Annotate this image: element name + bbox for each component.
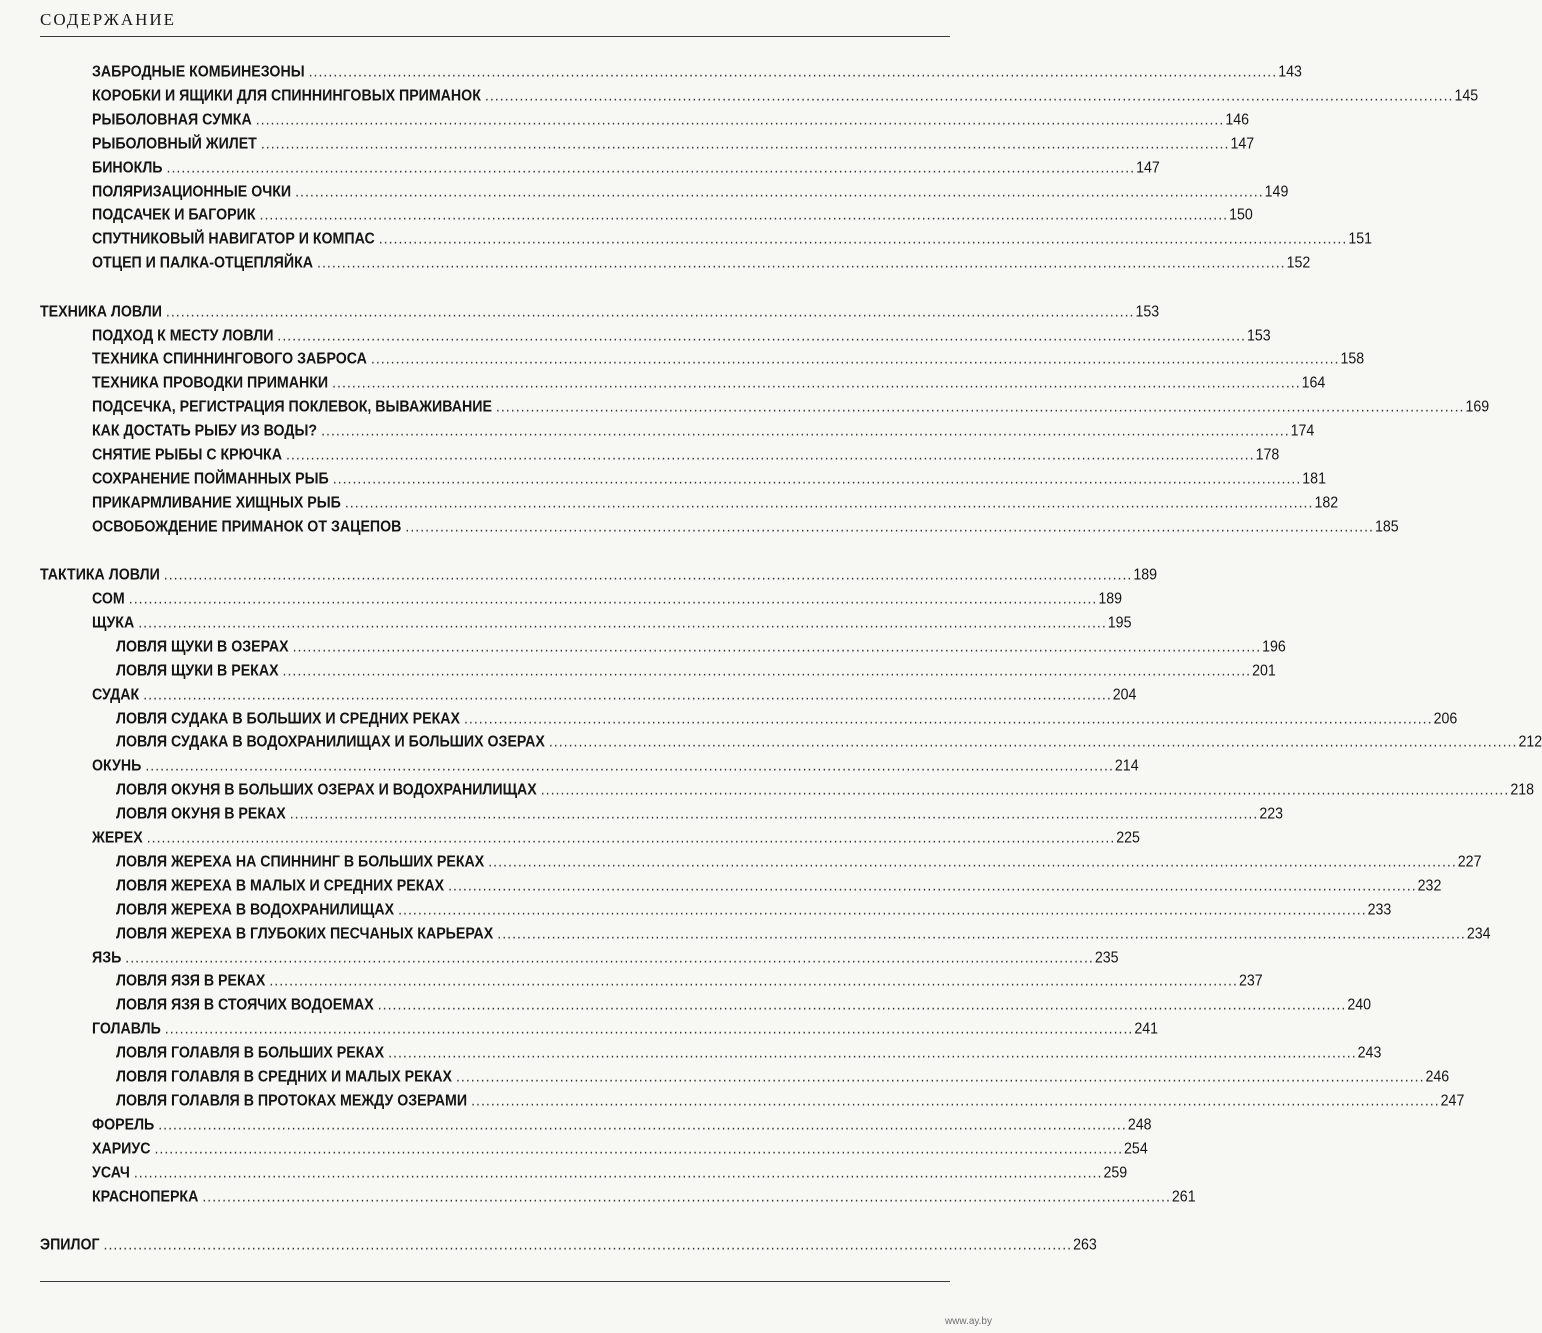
toc-entry bbox=[92, 226, 1372, 252]
toc-entry bbox=[92, 418, 1315, 444]
toc-entry-title: ТЕХНИКА СПИННИНГОВОГО ЗАБРОСА bbox=[92, 350, 367, 369]
toc-entry-title: ОТЦЕП И ПАЛКА-ОТЦЕПЛЯЙКА bbox=[92, 254, 313, 272]
toc-entry-title: ЛОВЛЯ ГОЛАВЛЯ В СРЕДНИХ И МАЛЫХ РЕКАХ bbox=[116, 1068, 452, 1086]
toc-entry-title: РЫБОЛОВНАЯ СУМКА bbox=[92, 111, 252, 129]
toc-entry bbox=[92, 179, 1289, 205]
toc-page-number: 143 bbox=[1278, 63, 1302, 81]
toc-entry-title: ТЕХНИКА ПРОВОДКИ ПРИМАНКИ bbox=[92, 374, 329, 392]
dot-leader: .................................................................................................................................................................................................... bbox=[344, 494, 1314, 512]
toc-page-number: 241 bbox=[1134, 1020, 1159, 1038]
dot-leader: .................................................................................................................................................................................................... bbox=[455, 1068, 1425, 1086]
toc-subentry bbox=[116, 801, 1283, 827]
dot-leader: .................................................................................................................................................................................................... bbox=[146, 829, 1116, 847]
toc-subentry bbox=[116, 658, 1276, 684]
dot-leader: .................................................................................................................................................................................................... bbox=[154, 1140, 1124, 1158]
toc-page-number: 243 bbox=[1357, 1044, 1382, 1062]
footer-rule bbox=[40, 1281, 950, 1282]
toc-page-number: 233 bbox=[1367, 901, 1392, 919]
toc-page-number: 247 bbox=[1440, 1092, 1465, 1110]
toc-entry-title: ПОЛЯРИЗАЦИОННЫЕ ОЧКИ bbox=[92, 182, 292, 201]
toc-entry bbox=[92, 107, 1249, 133]
toc-entry-title: СОХРАНЕНИЕ ПОЙМАННЫХ РЫБ bbox=[92, 470, 329, 488]
toc-entry bbox=[92, 131, 1255, 157]
dot-leader: .................................................................................................................................................................................................... bbox=[370, 350, 1340, 369]
toc-subentry bbox=[116, 921, 1491, 947]
toc-entry-title: ЛОВЛЯ ЖЕРЕХА В ГЛУБОКИХ ПЕСЧАНЫХ КАРЬЕРАХ bbox=[116, 924, 494, 943]
toc-subentry bbox=[116, 849, 1482, 875]
toc-entry-title: РЫБОЛОВНЫЙ ЖИЛЕТ bbox=[92, 135, 257, 153]
toc-page-number: 248 bbox=[1127, 1116, 1152, 1134]
toc-entry bbox=[92, 155, 1160, 181]
toc-page-number: 147 bbox=[1136, 158, 1160, 177]
toc-subentry bbox=[116, 897, 1392, 923]
dot-leader: .................................................................................................................................................................................................... bbox=[308, 63, 1278, 81]
dot-leader: .................................................................................................................................................................................................... bbox=[164, 1020, 1134, 1038]
dot-leader: .................................................................................................................................................................................................... bbox=[133, 1163, 1103, 1182]
toc-page-number: 178 bbox=[1255, 446, 1280, 464]
dot-leader: .................................................................................................................................................................................................... bbox=[277, 326, 1246, 345]
toc-entry-title: ПОДСЕЧКА, РЕГИСТРАЦИЯ ПОКЛЕВОК, ВЫВАЖИВАНИЕ bbox=[92, 398, 492, 416]
toc-entry-title: ЛОВЛЯ ОКУНЯ В РЕКАХ bbox=[116, 805, 286, 823]
toc-entry-title: УСАЧ bbox=[92, 1163, 130, 1182]
toc-page-number: 254 bbox=[1124, 1140, 1148, 1158]
toc-entry bbox=[92, 586, 1123, 612]
toc-entry bbox=[92, 753, 1139, 779]
toc-page-number: 147 bbox=[1230, 135, 1255, 153]
dot-leader: .................................................................................................................................................................................................... bbox=[292, 638, 1262, 656]
dot-leader: .................................................................................................................................................................................................... bbox=[548, 733, 1518, 752]
dot-leader: .................................................................................................................................................................................................... bbox=[138, 614, 1107, 632]
toc-entry bbox=[92, 370, 1326, 396]
toc-page-number: 223 bbox=[1259, 805, 1283, 823]
toc-subentry bbox=[116, 706, 1458, 732]
toc-page-number: 182 bbox=[1314, 494, 1339, 512]
toc-page-number: 206 bbox=[1433, 709, 1458, 728]
dot-leader: .................................................................................................................................................................................................... bbox=[388, 1044, 1357, 1062]
toc-entry bbox=[92, 682, 1137, 708]
dot-leader: .................................................................................................................................................................................................... bbox=[463, 709, 1433, 728]
toc-entry-title: СПУТНИКОВЫЙ НАВИГАТОР И КОМПАС bbox=[92, 230, 375, 248]
toc-page-number: 212 bbox=[1518, 733, 1542, 752]
dot-leader: .................................................................................................................................................................................................... bbox=[497, 924, 1466, 943]
toc-entry-title: ЭПИЛОГ bbox=[40, 1236, 100, 1254]
dot-leader: .................................................................................................................................................................................................... bbox=[128, 590, 1098, 608]
dot-leader: .................................................................................................................................................................................................... bbox=[166, 158, 1136, 177]
dot-leader: .................................................................................................................................................................................................... bbox=[282, 662, 1252, 680]
toc-page-number: 152 bbox=[1286, 254, 1311, 272]
toc-entry-title: ПОДСАЧЕК И БАГОРИК bbox=[92, 206, 256, 225]
dot-leader: .................................................................................................................................................................................................... bbox=[398, 901, 1367, 919]
toc-entry bbox=[92, 825, 1140, 851]
toc-page-number: 225 bbox=[1116, 829, 1140, 847]
toc-subentry bbox=[116, 992, 1371, 1018]
dot-leader: .................................................................................................................................................................................................... bbox=[405, 518, 1374, 536]
toc-entry bbox=[92, 59, 1302, 85]
toc-page-number: 259 bbox=[1103, 1163, 1128, 1182]
toc-entry bbox=[92, 346, 1365, 372]
toc-entry-title: ЩУКА bbox=[92, 614, 135, 632]
dot-leader: .................................................................................................................................................................................................... bbox=[317, 254, 1286, 272]
toc-page-number: 153 bbox=[1246, 326, 1271, 345]
toc-entry-title: ЛОВЛЯ ЩУКИ В ОЗЕРАХ bbox=[116, 638, 289, 656]
dot-leader: .................................................................................................................................................................................................... bbox=[125, 948, 1094, 967]
toc-subentry bbox=[116, 729, 1542, 755]
toc-entry-title: ЛОВЛЯ СУДАКА В БОЛЬШИХ И СРЕДНИХ РЕКАХ bbox=[116, 709, 460, 728]
toc-entry-title: ЛОВЛЯ ЖЕРЕХА В МАЛЫХ И СРЕДНИХ РЕКАХ bbox=[116, 877, 445, 895]
toc-section bbox=[40, 562, 1158, 588]
dot-leader: .................................................................................................................................................................................................... bbox=[255, 111, 1225, 129]
dot-leader: .................................................................................................................................................................................................... bbox=[377, 996, 1347, 1014]
dot-leader: .................................................................................................................................................................................................... bbox=[145, 757, 1114, 775]
toc-entry-title: ЛОВЛЯ ГОЛАВЛЯ В БОЛЬШИХ РЕКАХ bbox=[116, 1044, 385, 1062]
toc-entry bbox=[92, 442, 1280, 468]
toc-entry bbox=[92, 945, 1119, 971]
toc-page-number: 189 bbox=[1098, 590, 1123, 608]
toc-subentry bbox=[116, 873, 1442, 899]
toc-entry bbox=[92, 1160, 1128, 1186]
toc-entry-title: ЛОВЛЯ ЯЗЯ В РЕКАХ bbox=[116, 972, 266, 991]
toc-subentry bbox=[116, 1040, 1382, 1066]
toc-page-number: 263 bbox=[1073, 1236, 1097, 1254]
dot-leader: .................................................................................................................................................................................................... bbox=[165, 302, 1135, 321]
dot-leader: .................................................................................................................................................................................................... bbox=[295, 182, 1264, 201]
toc-page-number: 158 bbox=[1340, 350, 1365, 369]
toc-entry-title: ЛОВЛЯ ЯЗЯ В СТОЯЧИХ ВОДОЕМАХ bbox=[116, 996, 374, 1014]
toc-page-number: 218 bbox=[1510, 781, 1534, 799]
toc-page-number: 174 bbox=[1290, 422, 1315, 440]
toc-page-number: 153 bbox=[1135, 302, 1160, 321]
toc-subentry bbox=[116, 777, 1534, 803]
toc-section bbox=[40, 299, 1160, 325]
toc-entry-title: ГОЛАВЛЬ bbox=[92, 1020, 161, 1038]
toc-page-number: 150 bbox=[1229, 206, 1253, 225]
dot-leader: .................................................................................................................................................................................................... bbox=[484, 87, 1454, 105]
toc-entry-title: ОСВОБОЖДЕНИЕ ПРИМАНОК ОТ ЗАЦЕПОВ bbox=[92, 518, 402, 536]
toc-entry bbox=[92, 1112, 1152, 1138]
dot-leader: .................................................................................................................................................................................................... bbox=[378, 230, 1348, 248]
toc-page-number: 146 bbox=[1225, 111, 1249, 129]
toc-entry-title: ЯЗЬ bbox=[92, 948, 122, 967]
toc-page-number: 164 bbox=[1301, 374, 1326, 392]
toc-page-number: 240 bbox=[1347, 996, 1371, 1014]
toc-subentry bbox=[116, 968, 1263, 994]
dot-leader: .................................................................................................................................................................................................... bbox=[269, 972, 1238, 991]
dot-leader: .................................................................................................................................................................................................... bbox=[158, 1116, 1127, 1134]
dot-leader: .................................................................................................................................................................................................... bbox=[332, 470, 1302, 488]
toc-entry-title: КОРОБКИ И ЯЩИКИ ДЛЯ СПИННИНГОВЫХ ПРИМАНОК bbox=[92, 87, 481, 105]
toc-entry-title: ТАКТИКА ЛОВЛИ bbox=[40, 566, 160, 584]
toc-page-number: 227 bbox=[1457, 853, 1482, 871]
toc-page-number: 235 bbox=[1094, 948, 1119, 967]
toc-entry bbox=[92, 1136, 1148, 1162]
dot-leader: .................................................................................................................................................................................................... bbox=[289, 805, 1259, 823]
toc-page-number: 201 bbox=[1252, 662, 1276, 680]
toc-entry-title: ОКУНЬ bbox=[92, 757, 142, 775]
toc-entry-title: СНЯТИЕ РЫБЫ С КРЮЧКА bbox=[92, 446, 282, 464]
toc-subentry bbox=[116, 634, 1286, 660]
toc-entry-title: ПРИКАРМЛИВАНИЕ ХИЩНЫХ РЫБ bbox=[92, 494, 341, 512]
toc-subentry bbox=[116, 1064, 1450, 1090]
toc-entry bbox=[92, 610, 1132, 636]
toc-entry-title: ЛОВЛЯ ЖЕРЕХА НА СПИННИНГ В БОЛЬШИХ РЕКАХ bbox=[116, 853, 485, 871]
dot-leader: .................................................................................................................................................................................................... bbox=[143, 685, 1112, 704]
watermark: www.ay.by bbox=[944, 1316, 992, 1327]
dot-leader: .................................................................................................................................................................................................... bbox=[488, 853, 1457, 871]
dot-leader: .................................................................................................................................................................................................... bbox=[540, 781, 1510, 799]
toc-entry-title: СОМ bbox=[92, 590, 125, 608]
toc-entry bbox=[92, 1016, 1159, 1042]
toc-section bbox=[40, 1232, 1097, 1258]
toc-entry-title: ЛОВЛЯ ЖЕРЕХА В ВОДОХРАНИЛИЩАХ bbox=[116, 901, 395, 919]
toc-entry-title: КАК ДОСТАТЬ РЫБУ ИЗ ВОДЫ? bbox=[92, 422, 318, 440]
toc-entry bbox=[92, 202, 1253, 228]
dot-leader: .................................................................................................................................................................................................... bbox=[495, 398, 1465, 416]
toc-page-number: 181 bbox=[1302, 470, 1326, 488]
toc-entry bbox=[92, 514, 1399, 540]
dot-leader: .................................................................................................................................................................................................... bbox=[448, 877, 1417, 895]
toc-entry-title: ПОДХОД К МЕСТУ ЛОВЛИ bbox=[92, 326, 274, 345]
page-title: СОДЕРЖАНИЕ bbox=[40, 10, 177, 29]
toc-entry-title: ЛОВЛЯ ГОЛАВЛЯ В ПРОТОКАХ МЕЖДУ ОЗЕРАМИ bbox=[116, 1092, 468, 1110]
toc-page-number: 214 bbox=[1114, 757, 1139, 775]
dot-leader: .................................................................................................................................................................................................... bbox=[285, 446, 1255, 464]
header-rule bbox=[40, 36, 950, 37]
toc-entry-title: ЛОВЛЯ ОКУНЯ В БОЛЬШИХ ОЗЕРАХ И ВОДОХРАНИЛИЩАХ bbox=[116, 781, 537, 799]
toc-page-number: 232 bbox=[1417, 877, 1442, 895]
toc-entry-title: СУДАК bbox=[92, 685, 140, 704]
toc-entry bbox=[92, 466, 1326, 492]
dot-leader: .................................................................................................................................................................................................... bbox=[103, 1236, 1073, 1254]
toc-entry bbox=[92, 394, 1490, 420]
toc-entry-title: КРАСНОПЕРКА bbox=[92, 1187, 199, 1206]
toc-entry bbox=[92, 1184, 1196, 1210]
toc-entry-title: ЛОВЛЯ СУДАКА В ВОДОХРАНИЛИЩАХ И БОЛЬШИХ ОЗЕРАХ bbox=[116, 733, 545, 752]
toc-entry-title: ТЕХНИКА ЛОВЛИ bbox=[40, 302, 162, 321]
dot-leader: .................................................................................................................................................................................................... bbox=[321, 422, 1290, 440]
toc-page-number: 246 bbox=[1425, 1068, 1450, 1086]
toc-page-number: 151 bbox=[1348, 230, 1372, 248]
toc-page-number: 185 bbox=[1374, 518, 1399, 536]
toc-entry-title: ФОРЕЛЬ bbox=[92, 1116, 155, 1134]
toc-page-number: 237 bbox=[1238, 972, 1263, 991]
toc-page-number: 195 bbox=[1107, 614, 1132, 632]
toc-entry-title: ЗАБРОДНЫЕ КОМБИНЕЗОНЫ bbox=[92, 63, 305, 81]
toc-entry-title: БИНОКЛЬ bbox=[92, 158, 163, 177]
toc-page-number: 204 bbox=[1112, 685, 1137, 704]
toc-subentry bbox=[116, 1088, 1465, 1114]
dot-leader: .................................................................................................................................................................................................... bbox=[163, 566, 1133, 584]
toc-entry-title: ХАРИУС bbox=[92, 1140, 151, 1158]
toc-entry-title: ЛОВЛЯ ЩУКИ В РЕКАХ bbox=[116, 662, 279, 680]
toc-page-number: 149 bbox=[1264, 182, 1289, 201]
toc-page-number: 189 bbox=[1133, 566, 1158, 584]
dot-leader: .................................................................................................................................................................................................... bbox=[202, 1187, 1171, 1206]
dot-leader: .................................................................................................................................................................................................... bbox=[471, 1092, 1440, 1110]
dot-leader: .................................................................................................................................................................................................... bbox=[260, 135, 1230, 153]
toc-page-number: 261 bbox=[1171, 1187, 1196, 1206]
toc-entry-title: ЖЕРЕХ bbox=[92, 829, 143, 847]
dot-leader: .................................................................................................................................................................................................... bbox=[332, 374, 1301, 392]
toc-page-number: 169 bbox=[1465, 398, 1490, 416]
toc-entry bbox=[92, 490, 1339, 516]
toc-entry bbox=[92, 83, 1479, 109]
toc-entry bbox=[92, 250, 1311, 276]
toc-page-number: 196 bbox=[1262, 638, 1286, 656]
toc-page-number: 234 bbox=[1466, 924, 1491, 943]
dot-leader: .................................................................................................................................................................................................... bbox=[259, 206, 1229, 225]
toc-entry bbox=[92, 323, 1271, 349]
toc-page-number: 145 bbox=[1454, 87, 1479, 105]
